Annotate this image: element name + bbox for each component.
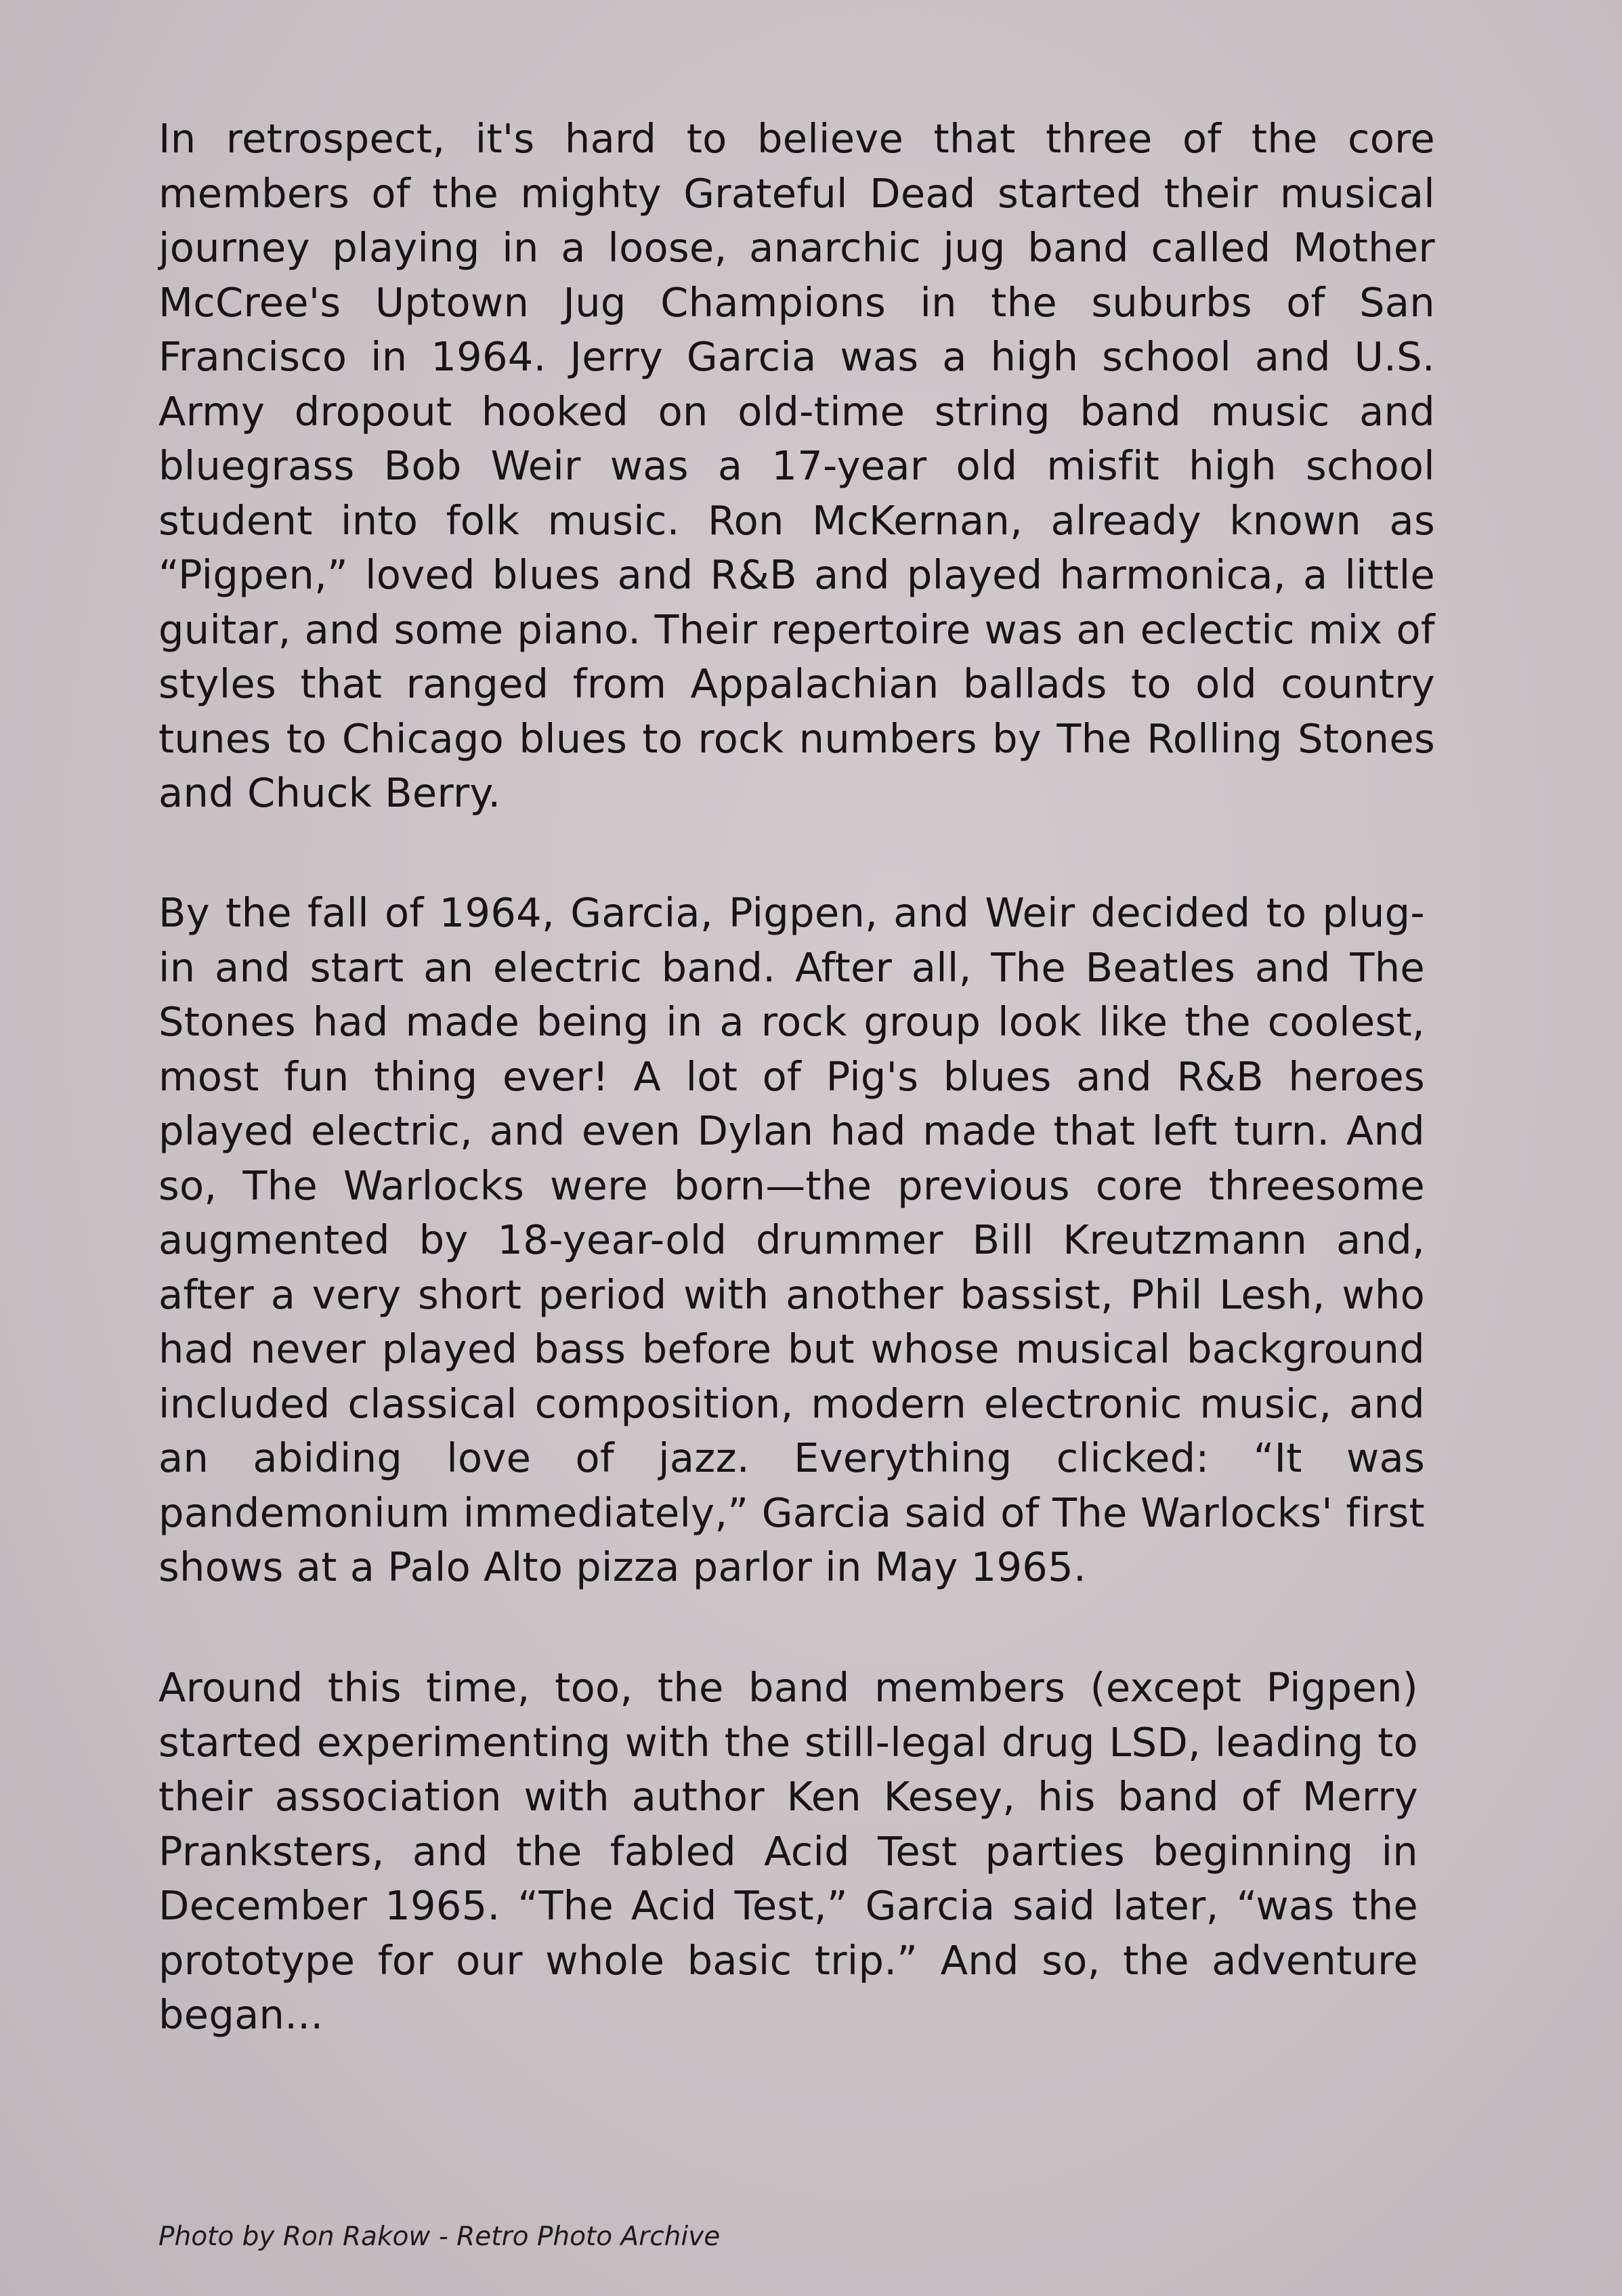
text-panel <box>158 112 1435 2252</box>
photo-credit-caption: Photo by Ron Rakow - Retro Photo Archive <box>158 2221 721 2252</box>
paragraph-3: Around this time, too, the band members (except Pigpen) started experimenting with the still-legal drug LSD, leading to their association with author Ken Kesey, his band of Merry Pranksters, and the fabled Acid Test parties beginning in December 1965. “The Acid Test,” Garcia said later, “was the prototype for our whole basic trip.” And so, the adventure began... <box>158 1664 1418 2038</box>
paragraph-2: By the fall of 1964, Garcia, Pigpen, and Weir decided to plug-in and start an electric band. After all, The Beatles and The Stones had made being in a rock group look like the coolest, most fun thing ever! A lot of Pig's blues and R&B heroes played electric, and even Dylan had made that left turn. And so, The Warlocks were born—the previous core threesome augmented by 18-year-old drummer Bill Kreutzmann and, after a very short period with another bassist, Phil Lesh, who had never played bass before but whose musical background included classical composition, modern electronic music, and an abiding love of jazz. Everything clicked: “It was pandemonium immediately,” Garcia said of The Warlocks' first shows at a Palo Alto pizza parlor in May 1965. <box>158 889 1425 1590</box>
paragraph-1: In retrospect, it's hard to believe that three of the core members of the mighty Grateful Dead started their musical journey playing in a loose, anarchic jug band called Mother McCree's Uptown Jug Champions in the suburbs of San Francisco in 1964. Jerry Garcia was a high school and U.S. Army dropout hooked on old-time string band music and bluegrass Bob Weir was a 17-year old misfit high school student into folk music. Ron McKernan, already known as “Pigpen,” loved blues and R&B and played harmonica, a little guitar, and some piano. Their repertoire was an eclectic mix of styles that ranged from Appalachian ballads to old country tunes to Chicago blues to rock numbers by The Rolling Stones and Chuck Berry. <box>158 115 1435 816</box>
